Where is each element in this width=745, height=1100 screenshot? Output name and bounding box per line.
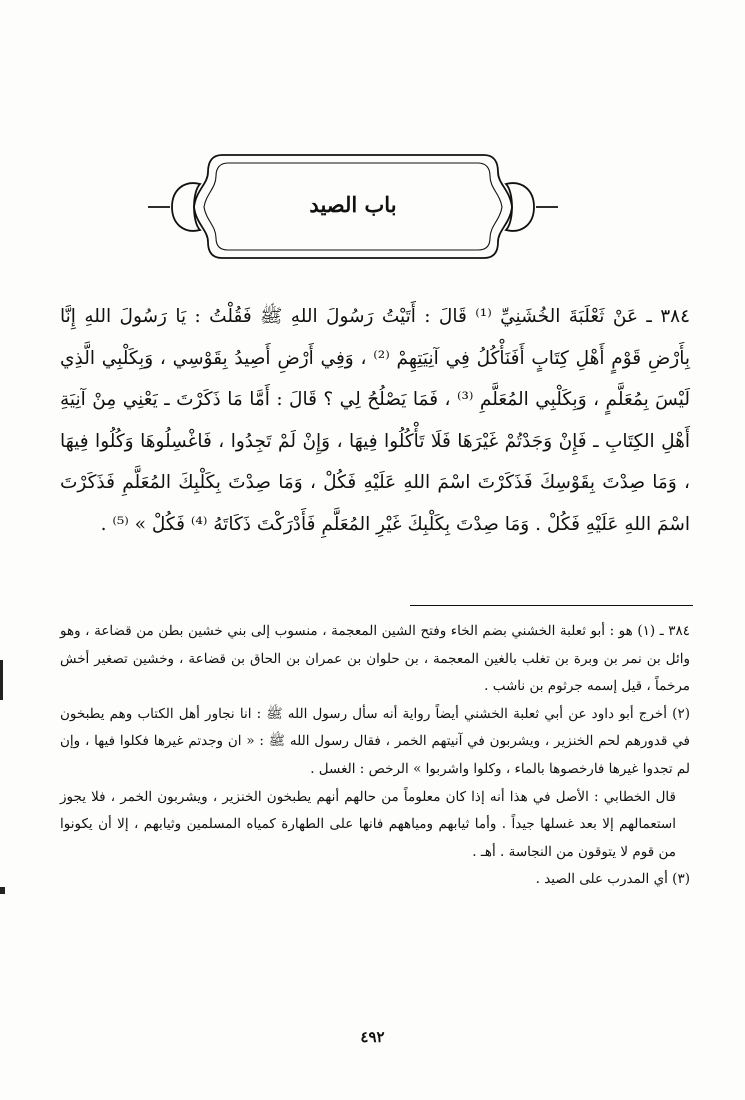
footnote-1: ٣٨٤ ـ (١) هو : أبو ثعلبة الخشني بضم الخاء وفتح الشين المعجمة ، منسوب إلى بني خشين بطن من قضاعة ، وهو وائل بن نمر بن وبرة بن تغلب بالغين المعجمة ، بن حلوان بن عمران بن الحاق بن قضاعة ، وخشين تصغير أخش مرخماً ، قيل إسمه جرثوم بن ناشب .: [60, 623, 690, 695]
page-number: ٤٩٢: [360, 1028, 385, 1046]
scan-edge-mark: [0, 660, 3, 700]
hadith-text: ٣٨٤ ـ عَنْ ثَعْلَبَةَ الخُشَنِيِّ ⁽¹⁾ قَالَ : أَتَيْتُ رَسُولَ اللهِ ﷺ فَقُلْتُ : يَا رَسُولَ اللهِ إِنَّا بِأَرْضِ قَوْمٍ أَهْلِ كِتَابٍ أَفَنَأْكُلُ فِي آنِيَتِهِمْ ⁽²⁾ ، وَفِي أَرْضِ أَصِيدُ بِقَوْسِي ، وَبِكَلْبِي الَّذِي لَيْسَ بِمُعَلَّمٍ ، وَبِكَلْبِي المُعَلَّمِ ⁽³⁾ ، فَمَا يَصْلُحُ لِي ؟ قَالَ : أَمَّا مَا ذَكَرْتَ ـ يَعْنِي مِنْ آنِيَةِ أَهْلِ الكِتَابِ ـ فَإِنْ وَجَدْتُمْ غَيْرَهَا فَلَا تَأْكُلُوا فِيهَا ، وَإِنْ لَمْ تَجِدُوا ، فَاغْسِلُوهَا وَكُلُوا فِيهَا ، وَمَا صِدْتَ بِقَوْسِكَ فَذَكَرْتَ اسْمَ اللهِ عَلَيْهِ فَكُلْ ، وَمَا صِدْتَ بِكَلْبِكَ المُعَلَّمِ فَذَكَرْتَ اسْمَ اللهِ عَلَيْهِ فَكُلْ . وَمَا صِدْتَ بِكَلْبِكَ غَيْرِ المُعَلَّمِ فَأَدْرَكْتَ ذَكَاتَهُ ⁽⁴⁾ فَكُلْ » ⁽⁵⁾ .: [60, 306, 691, 535]
hadith-text-block: [60, 296, 690, 545]
footnotes: [60, 618, 690, 894]
footnote-3: (٣) أي المدرب على الصيد .: [535, 871, 690, 888]
scan-edge-mark: [0, 887, 5, 894]
chapter-title: باب الصيد: [309, 192, 397, 217]
footnote-2: (٢) أخرج أبو داود عن أبي ثعلبة الخشني أيضاً رواية أنه سأل رسول الله ﷺ : انا نجاور أهل الكتاب وهم يطبخون في قدورهم لحم الخنزير ، ويشربون في آنيتهم الخمر ، فقال رسول الله ﷺ : « ان وجدتم غيرها فكلوا فيها ، وإن لم تجدوا غيرها فارخصوها بالماء ، وكلوا واشربوا » الرخص : الغسل .: [60, 705, 690, 777]
footnote-divider: [410, 605, 693, 606]
chapter-title-frame: [148, 150, 558, 262]
footnote-2-continued: قال الخطابي : الأصل في هذا أنه إذا كان معلوماً من حالهم أنهم يطبخون الخنزير ، ويشربون الخمر ، فلا يجوز استعمالهم إلا بعد غسلها جيداً . وأما ثيابهم ومياههم فانها على الطهارة كمياه المسلمين وثيابهم ، إلا أن يكونوا من قوم لا يتوقون من النجاسة . أهـ .: [60, 788, 676, 860]
